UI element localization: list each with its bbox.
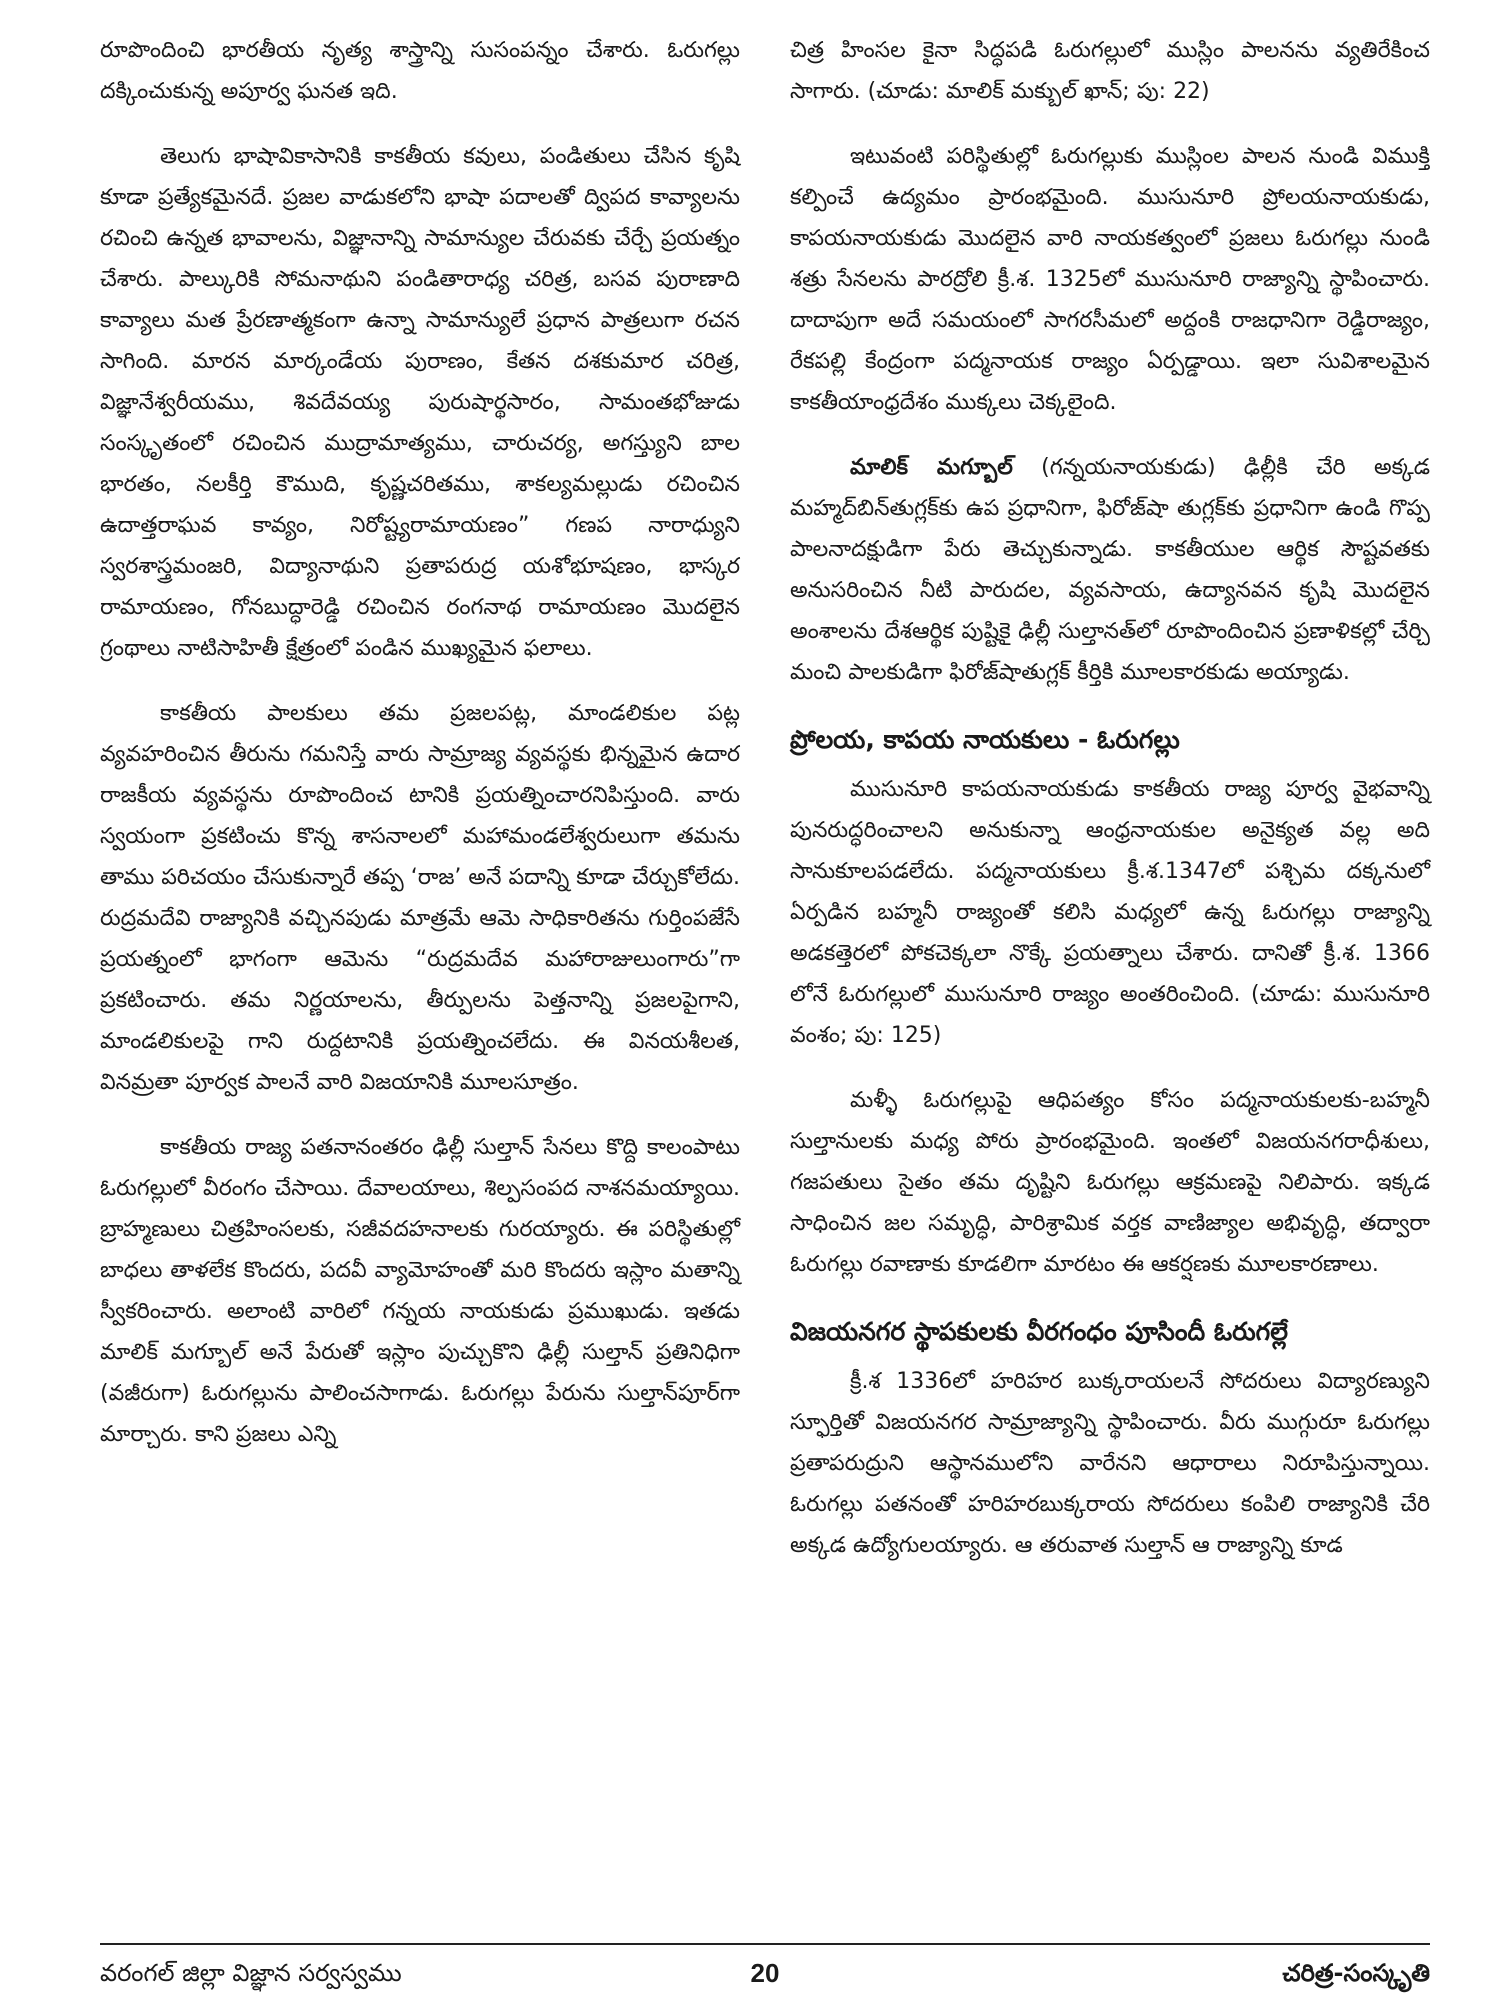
section-heading: విజయనగర స్థాపకులకు వీరగంధం పూసిందీ ఓరుగల్లే — [790, 1317, 1288, 1346]
paragraph: క్రీ.శ 1336లో హరిహర బుక్కరాయలనే సోదరులు విద్యారణ్యుని స్ఫూర్తితో విజయనగర సామ్రాజ్యాన్ని స్థాపించారు. వీరు ముగ్గురూ ఓరుగల్లు ప్రతాపరుద్రుని ఆస్థానములోని వారేనని ఆధారాలు నిరూపిస్తున్నాయి. ఓరుగల్లు పతనంతో హరిహరబుక్కరాయ సోదరులు కంపిలి రాజ్యానికి చేరి అక్కడ ఉద్యోగులయ్యారు. ఆ తరువాత సుల్తాన్ ఆ రాజ్యాన్ని కూడ — [790, 1369, 1430, 1558]
bold-lead-term: మాలిక్ మగ్బూల్ — [850, 455, 1013, 480]
paragraph — [790, 447, 1430, 693]
left-column — [100, 30, 740, 1479]
paragraph: చిత్ర హింసల కైనా సిద్ధపడి ఓరుగల్లులో ముస్లిం పాలనను వ్యతిరేకించ సాగారు. (చూడు: మాలిక్ మక్బుల్ ఖాన్; పు: 22) — [790, 38, 1430, 104]
paragraph: మళ్ళీ ఓరుగల్లుపై ఆధిపత్యం కోసం పద్మనాయకులకు-బహ్మనీ సుల్తానులకు మధ్య పోరు ప్రారంభమైంది. ఇంతలో విజయనగరాధీశులు, గజపతులు సైతం తమ దృష్టిని ఓరుగల్లు ఆక్రమణపై నిలిపారు. ఇక్కడ సాధించిన జల సమృద్ధి, పారిశ్రామిక వర్తక వాణిజ్యాల అభివృద్ధి, తద్వారా ఓరుగల్లు రవాణాకు కూడలిగా మారటం ఈ ఆకర్షణకు మూలకారణాలు. — [790, 1088, 1430, 1277]
footer-divider — [100, 1943, 1430, 1945]
paragraph: ఇటువంటి పరిస్థితుల్లో ఓరుగల్లుకు ముస్లింల పాలన నుండి విముక్తి కల్పించే ఉద్యమం ప్రారంభమైంది. ముసునూరి ప్రోలయనాయకుడు, కాపయనాయకుడు మొదలైన వారి నాయకత్వంలో ప్రజలు ఓరుగల్లు నుండి శత్రు సేనలను పారద్రోలి క్రీ.శ. 1325లో ముసునూరి రాజ్యాన్ని స్థాపించారు. దాదాపుగా అదే సమయంలో సాగరసీమలో అద్దంకి రాజధానిగా రెడ్డిరాజ్యం, రేకపల్లి కేంద్రంగా పద్మనాయక రాజ్యం ఏర్పడ్డాయి. ఇలా సువిశాలమైన కాకతీయాంధ్రదేశం ముక్కలు చెక్కలైంది. — [790, 144, 1430, 415]
paragraph-text: (గన్నయనాయకుడు) ఢిల్లీకి చేరి అక్కడ మహ్మద్‌బిన్‌తుగ్లక్‌కు ఉప ప్రధానిగా, ఫిరోజ్‌షా తుగ్లక్‌కు ప్రధానిగా ఉండి గొప్ప పాలనాదక్షుడిగా పేరు తెచ్చుకున్నాడు. కాకతీయుల ఆర్థిక సౌష్టవతకు అనుసరించిన నీటి పారుదల, వ్యవసాయ, ఉద్యానవన కృషి మొదలైన అంశాలను దేశఆర్థిక పుష్టికై ఢిల్లీ సుల్తానత్‌లో రూపొందించిన ప్రణాళికల్లో చేర్చి మంచి పాలకుడిగా ఫిరోజ్‌షాతుగ్లక్ కీర్తికి మూలకారకుడు అయ్యాడు. — [790, 455, 1430, 685]
page-number: 20 — [750, 1958, 780, 1988]
paragraph: ముసునూరి కాపయనాయకుడు కాకతీయ రాజ్య పూర్వ వైభవాన్ని పునరుద్ధరించాలని అనుకున్నా ఆంధ్రనాయకుల అనైక్యత వల్ల అది సానుకూలపడలేదు. పద్మనాయకులు క్రీ.శ.1347లో పశ్చిమ దక్కనులో ఏర్పడిన బహ్మనీ రాజ్యంతో కలిసి మధ్యలో ఉన్న ఓరుగల్లు రాజ్యాన్ని అడకత్తెరలో పోకచెక్కలా నొక్కే ప్రయత్నాలు చేశారు. దానితో క్రీ.శ. 1366 లోనే ఓరుగల్లులో ముసునూరి రాజ్యం అంతరించింది. (చూడు: ముసునూరి వంశం; పు: 125) — [790, 777, 1430, 1048]
footer-book-title: వరంగల్ జిల్లా విజ్ఞాన సర్వస్వము — [100, 1959, 402, 1987]
right-column — [790, 30, 1430, 1590]
section-heading: ప్రోలయ, కాపయ నాయకులు - ఓరుగల్లు — [790, 725, 1180, 754]
paragraph: తెలుగు భాషావికాసానికి కాకతీయ కవులు, పండితులు చేసిన కృషి కూడా ప్రత్యేకమైనదే. ప్రజల వాడుకలోని భాషా పదాలతో ద్విపద కావ్యాలను రచించి ఉన్నత భావాలను, విజ్ఞానాన్ని సామాన్యుల చేరువకు చేర్చే ప్రయత్నం చేశారు. పాల్కురికి సోమనాథుని పండితారాధ్య చరిత్ర, బసవ పురాణాది కావ్యాలు మత ప్రేరణాత్మకంగా ఉన్నా సామాన్యులే ప్రధాన పాత్రలుగా రచన సాగింది. మారన మార్కండేయ పురాణం, కేతన దశకుమార చరిత్ర, విజ్ఞానేశ్వరీయము, శివదేవయ్య పురుషార్థసారం, సామంతభోజుడు సంస్కృతంలో రచించిన ముద్రామాత్యము, చారుచర్య, అగస్త్యుని బాల భారతం, నలకీర్తి కౌముది, కృష్ణచరితము, శాకల్యమల్లుడు రచించిన ఉదాత్తరాఘవ కావ్యం, నిరోష్ట్యరామాయణం” గణప నారాధ్యుని స్వరశాస్త్రమంజరి, విద్యానాథుని ప్రతాపరుద్ర యశోభూషణం, భాస్కర రామాయణం, గోనబుద్ధారెడ్డి రచించిన రంగనాథ రామాయణం మొదలైన గ్రంథాలు నాటిసాహితీ క్షేత్రంలో పండిన ముఖ్యమైన ఫలాలు. — [100, 144, 740, 661]
paragraph: కాకతీయ పాలకులు తమ ప్రజలపట్ల, మాండలికుల పట్ల వ్యవహరించిన తీరును గమనిస్తే వారు సామ్రాజ్య వ్యవస్థకు భిన్నమైన ఉదార రాజకీయ వ్యవస్థను రూపొందించ టానికి ప్రయత్నించారనిపిస్తుంది. వారు స్వయంగా ప్రకటించు కొన్న శాసనాలలో మహామండలేశ్వరులుగా తమను తాము పరిచయం చేసుకున్నారే తప్ప ‘రాజ’ అనే పదాన్ని కూడా చేర్చుకోలేదు. రుద్రమదేవి రాజ్యానికి వచ్చినపుడు మాత్రమే ఆమె సాధికారితను గుర్తింపజేసే ప్రయత్నంలో భాగంగా ఆమెను “రుద్రమదేవ మహారాజులుంగారు”గా ప్రకటించారు. తమ నిర్ణయాలను, తీర్పులను పెత్తనాన్ని ప్రజలపైగాని, మాండలికులపై గాని రుద్దటానికి ప్రయత్నించలేదు. ఈ వినయశీలత, వినమ్రతా పూర్వక పాలనే వారి విజయానికి మూలసూత్రం. — [100, 701, 740, 1095]
footer-section-title: చరిత్ర-సంస్కృతి — [1282, 1959, 1430, 1987]
paragraph: కాకతీయ రాజ్య పతనానంతరం ఢిల్లీ సుల్తాన్ సేనలు కొద్ది కాలంపాటు ఓరుగల్లులో వీరంగం చేసాయి. దేవాలయాలు, శిల్పసంపద నాశనమయ్యాయి. బ్రాహ్మణులు చిత్రహింసలకు, సజీవదహనాలకు గురయ్యారు. ఈ పరిస్థితుల్లో బాధలు తాళలేక కొందరు, పదవీ వ్యామోహంతో మరి కొందరు ఇస్లాం మతాన్ని స్వీకరించారు. అలాంటి వారిలో గన్నయ నాయకుడు ప్రముఖుడు. ఇతడు మాలిక్ మగ్బూల్ అనే పేరుతో ఇస్లాం పుచ్చుకొని ఢిల్లీ సుల్తాన్ ప్రతినిధిగా (వజీరుగా) ఓరుగల్లును పాలించసాగాడు. ఓరుగల్లు పేరును సుల్తాన్‌పూర్‌గా మార్చారు. కాని ప్రజలు ఎన్ని — [100, 1135, 740, 1447]
page-footer — [100, 1953, 1430, 1993]
paragraph: రూపొందించి భారతీయ నృత్య శాస్త్రాన్ని సుసంపన్నం చేశారు. ఓరుగల్లు దక్కించుకున్న అపూర్వ ఘనత ఇది. — [100, 38, 740, 104]
